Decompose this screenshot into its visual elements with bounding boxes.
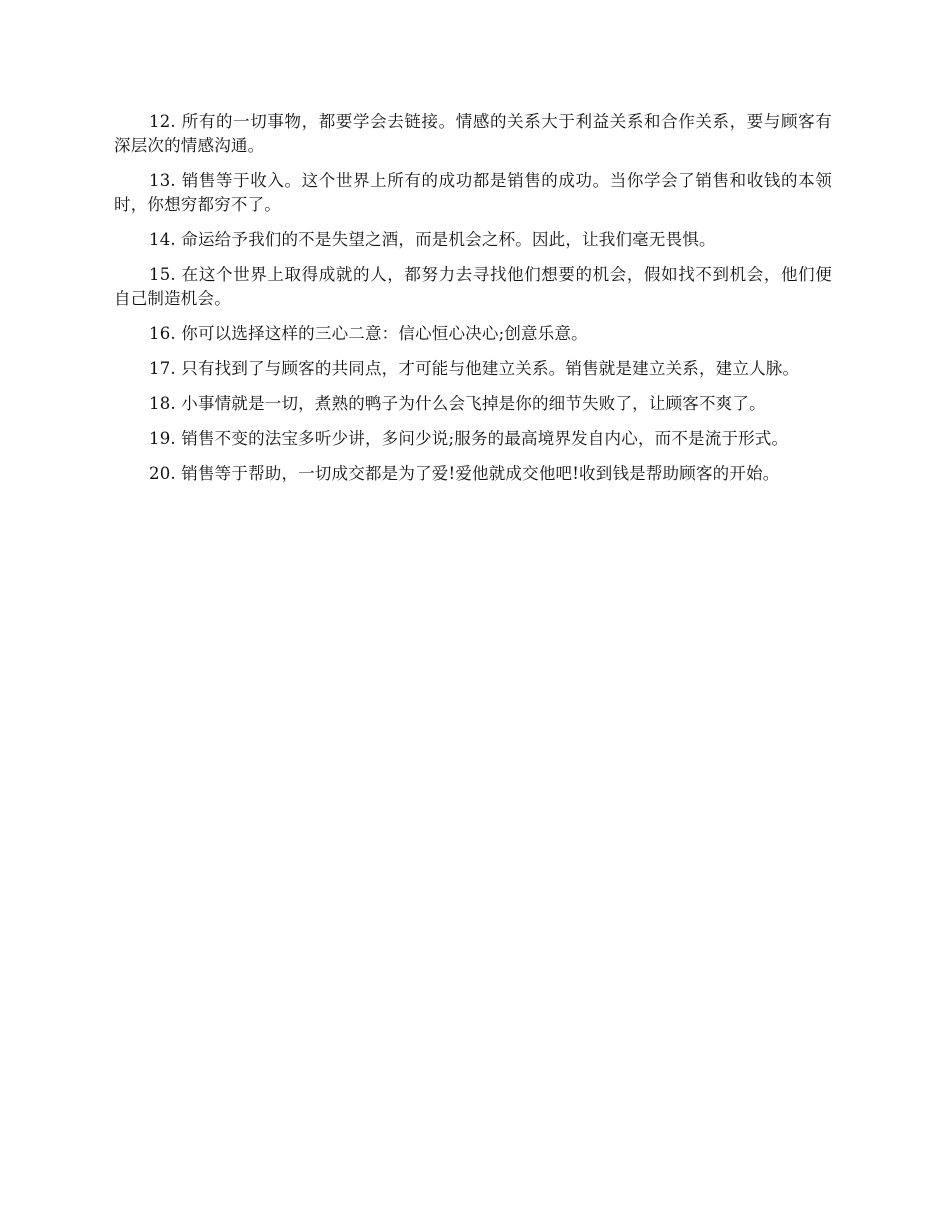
document-body (114, 110, 832, 497)
paragraph-17: 17. 只有找到了与顾客的共同点，才可能与他建立关系。销售就是建立关系，建立人脉。 (149, 359, 800, 378)
paragraph-19: 19. 销售不变的法宝多听少讲，多问少说;服务的最高境界发自内心，而不是流于形式。 (149, 429, 789, 448)
paragraph-15: 15. 在这个世界上取得成就的人，都努力去寻找他们想要的机会，假如找不到机会，他们便自己制造机会。 (114, 265, 832, 308)
paragraph-13: 13. 销售等于收入。这个世界上所有的成功都是销售的成功。当你学会了销售和收钱的本领时，你想穷都穷不了。 (114, 171, 832, 214)
paragraph-14: 14. 命运给予我们的不是失望之酒，而是机会之杯。因此，让我们毫无畏惧。 (149, 230, 716, 249)
paragraph-20: 20. 销售等于帮助，一切成交都是为了爱!爱他就成交他吧!收到钱是帮助顾客的开始。 (149, 464, 780, 483)
paragraph-12: 12. 所有的一切事物，都要学会去链接。情感的关系大于利益关系和合作关系，要与顾客有深层次的情感沟通。 (114, 112, 832, 155)
paragraph-18: 18. 小事情就是一切，煮熟的鸭子为什么会飞掉是你的细节失败了，让顾客不爽了。 (149, 394, 766, 413)
paragraph-16: 16. 你可以选择这样的三心二意：信心恒心决心;创意乐意。 (149, 324, 588, 343)
